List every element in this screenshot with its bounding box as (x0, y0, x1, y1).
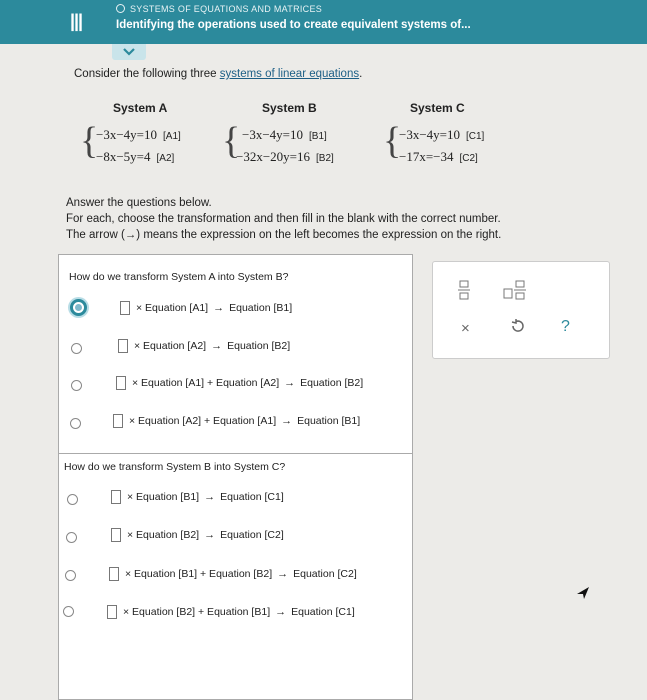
q1-option-2: × Equation [A2] → Equation [B2] (118, 339, 290, 353)
q2-option-3-radio[interactable] (65, 570, 76, 581)
question-divider (59, 453, 412, 454)
q1-option-4: × Equation [A2] + Equation [A1] → Equation [B1] (113, 414, 360, 428)
q2-option-1-blank[interactable] (111, 490, 121, 504)
system-c-heading: System C (410, 101, 465, 115)
q2-option-1: × Equation [B1] → Equation [C1] (111, 490, 284, 504)
system-b (222, 120, 334, 168)
brace-icon: { (383, 120, 402, 162)
mixed-number-icon[interactable] (503, 280, 527, 305)
equation-b2: −32x−20y=16 [B2] (236, 149, 334, 164)
question-2-prompt: How do we transform System B into System C? (64, 461, 286, 473)
page-title: Identifying the operations used to create equivalent systems of... (116, 19, 471, 31)
equation-a2: −8x−5y=4 [A2] (96, 149, 175, 164)
brace-icon: { (80, 120, 99, 162)
system-a-heading: System A (113, 101, 168, 115)
system-a (80, 120, 181, 168)
collapse-tab[interactable] (112, 44, 146, 60)
q1-option-3: × Equation [A1] + Equation [A2] → Equation [B2] (116, 376, 363, 390)
instructions-line-3: The arrow (→) means the expression on the left becomes the expression on the right. (66, 229, 502, 241)
clear-button[interactable]: × (461, 320, 470, 337)
equation-b1: −3x−4y=10 [B1] (242, 127, 327, 142)
fraction-icon[interactable] (457, 280, 471, 305)
system-b-heading: System B (262, 101, 317, 115)
instructions (66, 195, 501, 243)
equation-c2: −17x=−34 [C2] (399, 149, 478, 164)
answer-panel (58, 254, 413, 700)
q1-option-2-radio[interactable] (71, 343, 82, 354)
hamburger-icon[interactable]: ||| (69, 11, 83, 31)
instructions-line-1: Answer the questions below. (66, 197, 212, 209)
q1-option-1-blank[interactable] (120, 301, 130, 315)
q2-option-3-blank[interactable] (109, 567, 119, 581)
undo-icon[interactable] (510, 318, 526, 338)
systems-link[interactable]: systems of linear equations (219, 68, 360, 80)
brace-icon: { (222, 120, 241, 162)
intro-prefix: Consider the following three (74, 68, 220, 80)
topic-label (116, 4, 322, 14)
question-1-prompt: How do we transform System A into System B? (69, 271, 289, 283)
topic-text: SYSTEMS OF EQUATIONS AND MATRICES (130, 4, 323, 14)
q1-option-4-blank[interactable] (113, 414, 123, 428)
q1-option-4-radio[interactable] (70, 418, 81, 429)
q2-option-2-radio[interactable] (66, 532, 77, 543)
q2-option-2: × Equation [B2] → Equation [C2] (111, 528, 284, 542)
mouse-cursor-icon (575, 585, 591, 606)
intro-text (74, 68, 362, 80)
q2-option-1-radio[interactable] (67, 494, 78, 505)
system-c (383, 120, 485, 168)
q2-option-4-blank[interactable] (107, 605, 117, 619)
q1-option-1: × Equation [A1] → Equation [B1] (120, 301, 292, 315)
header-bar (0, 0, 647, 44)
intro-period: . (359, 68, 363, 80)
q1-option-2-blank[interactable] (118, 339, 128, 353)
q2-option-2-blank[interactable] (111, 528, 121, 542)
equation-a1: −3x−4y=10 [A1] (96, 127, 181, 142)
equation-c1: −3x−4y=10 [C1] (399, 127, 485, 142)
q1-option-3-radio[interactable] (71, 380, 82, 391)
q1-option-3-blank[interactable] (116, 376, 126, 390)
q2-option-4-radio[interactable] (63, 606, 74, 617)
topic-circle-icon (116, 4, 125, 13)
tool-palette (432, 261, 610, 359)
q2-option-4: × Equation [B2] + Equation [B1] → Equation [C1] (107, 605, 355, 619)
help-button[interactable]: ? (561, 318, 570, 335)
chevron-down-icon (122, 47, 136, 57)
instructions-line-2: For each, choose the transformation and then fill in the blank with the correct number. (66, 213, 501, 225)
q2-option-3: × Equation [B1] + Equation [B2] → Equation [C2] (109, 567, 357, 581)
q1-option-1-radio[interactable] (70, 299, 87, 316)
arrow-icon: → (124, 229, 137, 241)
